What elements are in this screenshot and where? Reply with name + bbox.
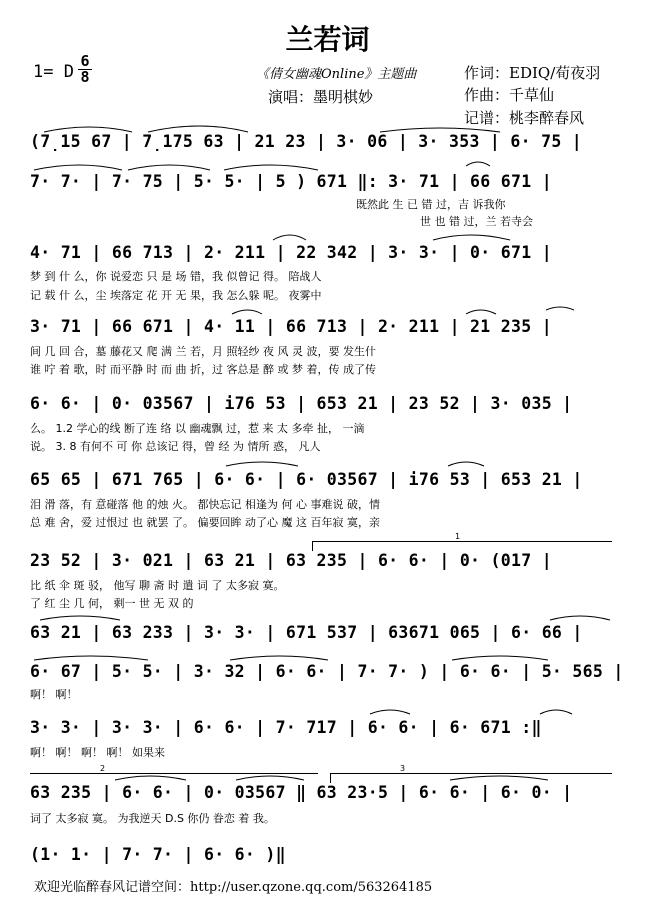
volta-1-bracket <box>312 541 612 542</box>
subtitle: 《倩女幽魂Online》主题曲 <box>256 67 417 82</box>
song-title: 兰若词 <box>285 23 370 56</box>
singer: 演唱：墨明棋妙 <box>268 88 374 106</box>
lyric-row-10: 啊！ 啊！ 啊！ 啊！ 如果来 <box>30 746 165 759</box>
lyric-row-4-verse-2: 谁 咛 着 歌，时 而平静 时 而 曲 折，过 客总是 醉 或 梦 着，传 成了传 <box>30 363 376 376</box>
score-row-6: 65 65 | 671 765 | 6· 6· | 6· 03567 | i76 53 | 653 21 | <box>30 470 583 489</box>
lyric-row-3-verse-2: 记 载 什 么，尘 埃落定 花 开 无 果，我 怎么躲 呢。 夜雾中 <box>30 289 322 302</box>
volta-1-label: 1 <box>455 532 461 541</box>
lyric-row-9: 啊！ 啊！ <box>30 688 78 701</box>
score-row-4: 3· 71 | 66 671 | 4· 11 | 66 713 | 2· 211 | 21 235 | <box>30 317 552 336</box>
score-row-12: (1· 1· | 7· 7· | 6· 6· )‖ <box>30 845 286 864</box>
score-row-11: 63 235 | 6· 6· | 0· 03567 ‖ 63 23·5 | 6· 6· | 6· 0· | <box>30 783 573 802</box>
lyric-row-3-verse-1: 梦 到 什 么，你 说爱恋 只 是 场 错，我 似曾记 得。 陪战人 <box>30 270 322 283</box>
time-signature-top: 6 <box>80 52 90 70</box>
score-row-10: 3· 3· | 3· 3· | 6· 6· | 7· 717 | 6· 6· | 6· 671 :‖ <box>30 718 542 737</box>
volta-3-label: 3 <box>400 764 406 773</box>
time-signature <box>78 52 92 86</box>
score-row-3: 4· 71 | 66 713 | 2· 211 | 22 342 | 3· 3· | 0· 671 | <box>30 243 552 262</box>
volta-1-start <box>312 541 313 551</box>
volta-3-start <box>330 773 331 783</box>
lyric-row-4-verse-1: 间 几 回 合，墓 藤花又 爬 满 兰 若，月 照轻纱 夜 风 灵 波，要 发生什 <box>30 345 376 358</box>
lyric-row-5-verse-1: 么。 1.2 学心的线 断了连 络 以 幽魂飘 过，惹 来 太 多牵 扯， 一滴 <box>30 422 365 435</box>
transcriber: 记谱：桃李醉春风 <box>464 109 585 127</box>
lyricist: 作词：EDIQ/荀夜羽 <box>464 64 601 82</box>
score-row-7: 23 52 | 3· 021 | 63 21 | 63 235 | 6· 6· | 0· (017 | <box>30 551 552 570</box>
score-row-1: (7̣15 67 | 7̣175 63 | 21 23 | 3· 06 | 3· 353 | 6· 75 | <box>30 132 583 151</box>
footer-credit: 欢迎光临醉春风记谱空间：http://user.qzone.qq.com/563264185 <box>34 880 433 895</box>
lyric-row-7-verse-1: 比 纸 伞 斑 驳， 他写 聊 斋 时 遣 词 了 太多寂 寞。 <box>30 579 285 592</box>
lyric-row-11: 词了 太多寂 寞。 为我逆天 D.S 你仍 眷恋 着 我。 <box>30 812 275 825</box>
lyric-row-2-verse-1: 既然此 生 已 错 过，吉 诉我你 <box>356 198 506 211</box>
score-row-5: 6· 6· | 0· 03567 | i76 53 | 653 21 | 23 52 | 3· 035 | <box>30 394 573 413</box>
lyric-row-7-verse-2: 了 红 尘 几 何， 剩一 世 无 双 的 <box>30 597 194 610</box>
lyric-row-5-verse-2: 说。 3. 8 有何不 可 你 总该记 得，曾 经 为 情所 惑， 凡人 <box>30 440 321 453</box>
lyric-row-6-verse-1: 泪 滑 落，有 意碰落 他 的烛 火。 都快忘记 相逢为 何 心 事难说 破，情 <box>30 498 380 511</box>
lyric-row-6-verse-2: 总 难 舍，爱 过恨过 也 就罢 了。 偏要回眸 动了心 魔 这 百年寂 寞，亲 <box>30 516 380 529</box>
score-row-2: 7· 7· | 7· 75 | 5· 5· | 5 ) 671 ‖: 3· 71 | 66 671 | <box>30 172 552 191</box>
score-row-8: 63 21 | 63 233 | 3· 3· | 671 537 | 63671 065 | 6· 66 | <box>30 623 583 642</box>
volta-2-bracket <box>30 773 318 774</box>
volta-2-label: 2 <box>100 764 106 773</box>
volta-3-bracket <box>330 773 612 774</box>
composer: 作曲：千草仙 <box>464 86 555 104</box>
score-row-9: 6· 67 | 5· 5· | 3· 32 | 6· 6· | 7· 7· ) | 6· 6· | 5· 565 | <box>30 662 624 681</box>
key-signature: 1= D <box>33 62 74 82</box>
time-signature-bottom: 8 <box>80 68 90 86</box>
lyric-row-2-verse-2: 世 也 错 过，兰 若寺会 <box>420 215 533 228</box>
